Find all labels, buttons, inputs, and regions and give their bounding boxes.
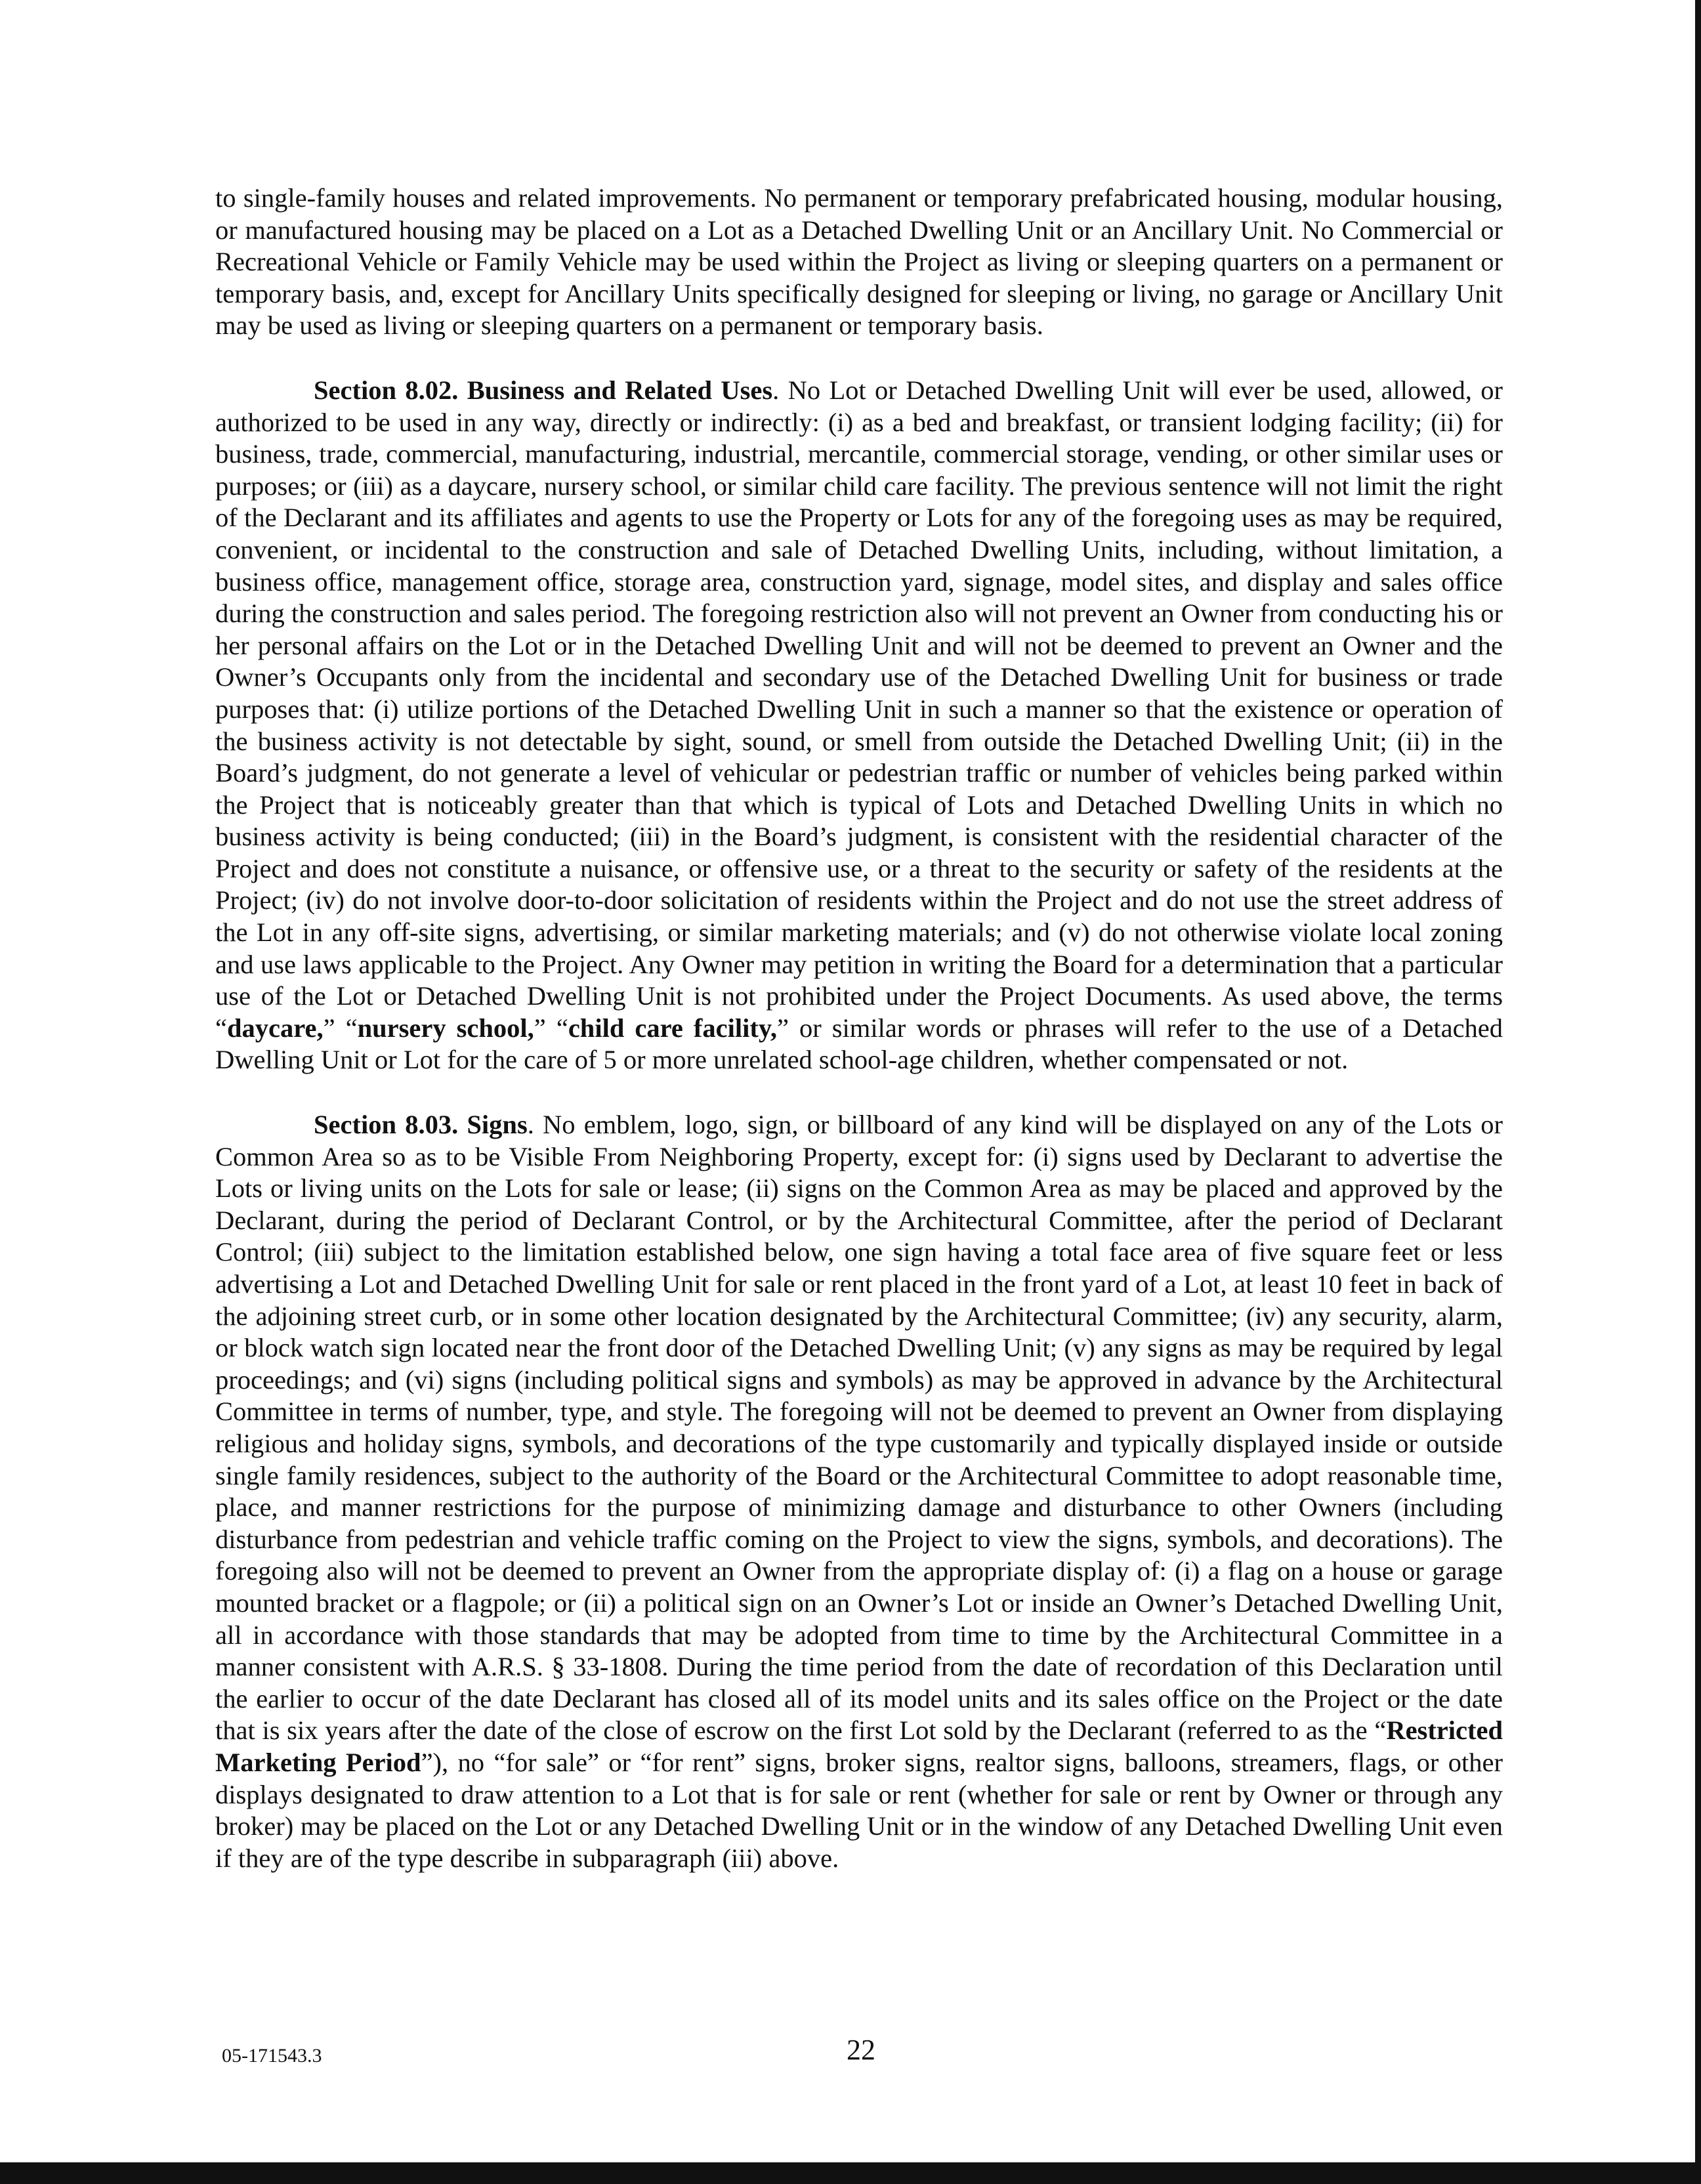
term-separator-2: ” “: [534, 1013, 568, 1043]
section-8-02-text-2: ” or similar words or phrases will refer to the use of a Detached Dwelling Unit or Lot for the care of 5 or more unrelated school-age children, whether compensated or not.: [215, 1013, 1503, 1075]
section-8-03-heading: Section 8.03. Signs: [314, 1110, 528, 1140]
section-8-03-text-2: ”), no “for sale” or “for rent” signs, broker signs, realtor signs, balloons, streamers, flags, or other displays designated to draw attention to a Lot that is for sale or rent (whether for sale or rent by Owner or through any broker) may be placed on the Lot or any Detached Dwelling Unit or in the window of any Detached Dwelling Unit even if they are of the type describe in subparagraph (iii) above.: [215, 1747, 1503, 1873]
paragraph-continuation: to single-family houses and related improvements. No permanent or temporary prefabricated housing, modular housing, or manufactured housing may be placed on a Lot as a Detached Dwelling Unit or an Ancillary Unit. No Commercial or Recreational Vehicle or Family Vehicle may be used within the Project as living or sleeping quarters on a permanent or temporary basis, and, except for Ancillary Units specifically designed for sleeping or living, no garage or Ancillary Unit may be used as living or sleeping quarters on a permanent or temporary basis.: [215, 183, 1503, 341]
section-8-02-paragraph: [215, 375, 1503, 1076]
document-body: [215, 182, 1503, 1907]
page-number: 22: [847, 2034, 875, 2066]
scan-edge-right: [1695, 0, 1701, 2184]
section-8-03-text-1: . No emblem, logo, sign, or billboard of any kind will be displayed on any of the Lots or Common Area so as to be Visible From Neighboring Property, except for: (i) signs used by Declarant to advertise the Lots or living units on the Lots for sale or lease; (ii) signs on the Common Area as may be placed and approved by the Declarant, during the period of Declarant Control, or by the Architectural Committee, after the period of Declarant Control; (iii) subject to the limitation established below, one sign having a total face area of five square feet or less advertising a Lot and Detached Dwelling Unit for sale or rent placed in the front yard of a Lot, at least 10 feet in back of the adjoining street curb, or in some other location designated by the Architectural Committee; (iv) any security, alarm, or block watch sign located near the front door of the Detached Dwelling Unit; (v) any signs as may be required by legal proceedings; and (vi) signs (including political signs and symbols) as may be approved in advance by the Architectural Committee in terms of number, type, and style. The foregoing will not be deemed to prevent an Owner from displaying religious and holiday signs, symbols, and decorations of the type customarily and typically displayed inside or outside single family residences, subject to the authority of the Board or the Architectural Committee to adopt reasonable time, place, and manner restrictions for the purpose of minimizing damage and disturbance to other Owners (including disturbance from pedestrian and vehicle traffic coming on the Project to view the signs, symbols, and decorations). The foregoing also will not be deemed to prevent an Owner from the appropriate display of: (i) a flag on a house or garage mounted bracket or a flagpole; or (ii) a political sign on an Owner’s Lot or inside an Owner’s Detached Dwelling Unit, all in accordance with those standards that may be adopted from time to time by the Architectural Committee in a manner consistent with A.R.S. § 33-1808. During the time period from the date of recordation of this Declaration until the earlier to occur of the date Declarant has closed all of its model units and its sales office on the Project or the date that is six years after the date of the close of escrow on the first Lot sold by the Declarant (referred to as the “: [215, 1110, 1503, 1746]
section-8-03-paragraph: [215, 1109, 1503, 1874]
term-restricted-marketing-period: Restricted Marketing Period: [215, 1715, 1503, 1777]
term-child-care-facility: child care facility,: [568, 1013, 777, 1043]
term-separator-1: ” “: [323, 1013, 358, 1043]
section-8-02-text-1: . No Lot or Detached Dwelling Unit will ever be used, allowed, or authorized to be used in any way, directly or indirectly: (i) as a bed and breakfast, or transient lodging facility; (ii) for business, trade, commercial, manufacturing, industrial, mercantile, commercial storage, vending, or other similar uses or purposes; or (iii) as a daycare, nursery school, or similar child care facility. The previous sentence will not limit the right of the Declarant and its affiliates and agents to use the Property or Lots for any of the foregoing uses as may be required, convenient, or incidental to the construction and sale of Detached Dwelling Units, including, without limitation, a business office, management office, storage area, construction yard, signage, model sites, and display and sales office during the construction and sales period. The foregoing restriction also will not prevent an Owner from conducting his or her personal affairs on the Lot or in the Detached Dwelling Unit and will not be deemed to prevent an Owner and the Owner’s Occupants only from the incidental and secondary use of the Detached Dwelling Unit for business or trade purposes that: (i) utilize portions of the Detached Dwelling Unit in such a manner so that the existence or operation of the business activity is not detectable by sight, sound, or smell from outside the Detached Dwelling Unit; (ii) in the Board’s judgment, do not generate a level of vehicular or pedestrian traffic or number of vehicles being parked within the Project that is noticeably greater than that which is typical of Lots and Detached Dwelling Units in which no business activity is being conducted; (iii) in the Board’s judgment, is consistent with the residential character of the Project and does not constitute a nuisance, or offensive use, or a threat to the security or safety of the residents at the Project; (iv) do not involve door-to-door solicitation of residents within the Project and do not use the street address of the Lot in any off-site signs, advertising, or similar marketing materials; and (v) do not otherwise violate local zoning and use laws applicable to the Project. Any Owner may petition in writing the Board for a determination that a particular use of the Lot or Detached Dwelling Unit is not prohibited under the Project Documents. As used above, the terms “: [215, 375, 1503, 1043]
section-8-02-heading: Section 8.02. Business and Related Uses: [314, 375, 773, 405]
term-daycare: daycare,: [226, 1013, 324, 1043]
term-nursery-school: nursery school,: [357, 1013, 534, 1043]
scan-edge-bottom: [0, 2162, 1701, 2184]
footer-document-id: 05-171543.3: [222, 2045, 322, 2067]
